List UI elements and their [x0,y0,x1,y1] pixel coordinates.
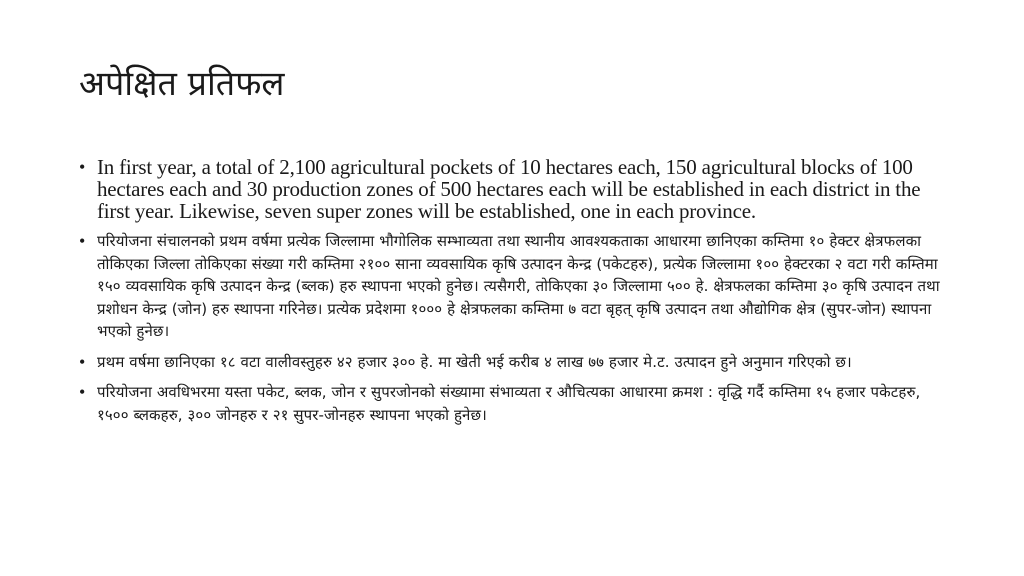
bullet-list [79,156,949,434]
bullet-text: परियोजना अवधिभरमा यस्ता पकेट, ब्लक, जोन र सुपरजोनको संख्यामा संभाव्यता र औचित्यका आधारमा क्रमश : वृद्धि गर्दै कम्तिमा १५ हजार पकेटहरु, १५०० ब्लकहरु, ३०० जोनहरु र २१ सुपर-जोनहरु स्थापना भएको हुनेछ। [97,383,921,424]
bullet-text: प्रथम वर्षमा छानिएका १८ वटा वालीवस्तुहरु ४२ हजार ३०० हे. मा खेती भई करीब ४ लाख ७७ हजार मे.ट. उत्पादन हुने अनुमान गरिएको छ। [97,352,852,371]
bullet-marker: • [79,382,86,402]
slide-title: अपेक्षित प्रतिफल [79,64,285,104]
bullet-marker: • [79,157,86,177]
bullet-marker: • [79,351,86,372]
bullet-text: परियोजना संचालनको प्रथम वर्षमा प्रत्येक जिल्लामा भौगोलिक सम्भाव्यता तथा स्थानीय आवश्यकताका आधारमा छानिएका कम्तिमा १० हेक्टर क्षेत्रफलका तोकिएका जिल्ला तोकिएका संख्या गरी कम्तिमा २१०० साना व्यवसायिक कृषि उत्पादन केन्द्र (पकेटहरु), प्रत्येक जिल्लामा १०० हेक्टरका २ वटा गरी कम्तिमा १५० व्यवसायिक कृषि उत्पादन केन्द्र (ब्लक) हरु स्थापना भएको हुनेछ। त्यसैगरी, तोकिएका ३० जिल्लामा ५०० हे. क्षेत्रफलका कम्तिमा ३० कृषि उत्पादन तथा प्रशोधन केन्द्र (जोन) हरु स्थापना गरिनेछ। प्रत्येक प्रदेशमा १००० हे क्षेत्रफलका कम्तिमा ७ वटा बृहत् कृषि उत्पादन तथा औद्योगिक क्षेत्र (सुपर-जोन) स्थापना भएको हुनेछ। [97,232,940,340]
bullet-marker: • [79,231,86,251]
bullet-item-first-year-crops [79,351,949,374]
bullet-text: In first year, a total of 2,100 agricultural pockets of 10 hectares each, 150 agricultural blocks of 100 hectares each and 30 production zones of 500 hectares each will be established in each district in the first year. Likewise, seven super zones will be established, one in each province. [97,155,921,223]
bullet-item-project-operation [79,230,949,343]
bullet-item-project-period [79,381,949,426]
bullet-item-english [79,156,949,222]
